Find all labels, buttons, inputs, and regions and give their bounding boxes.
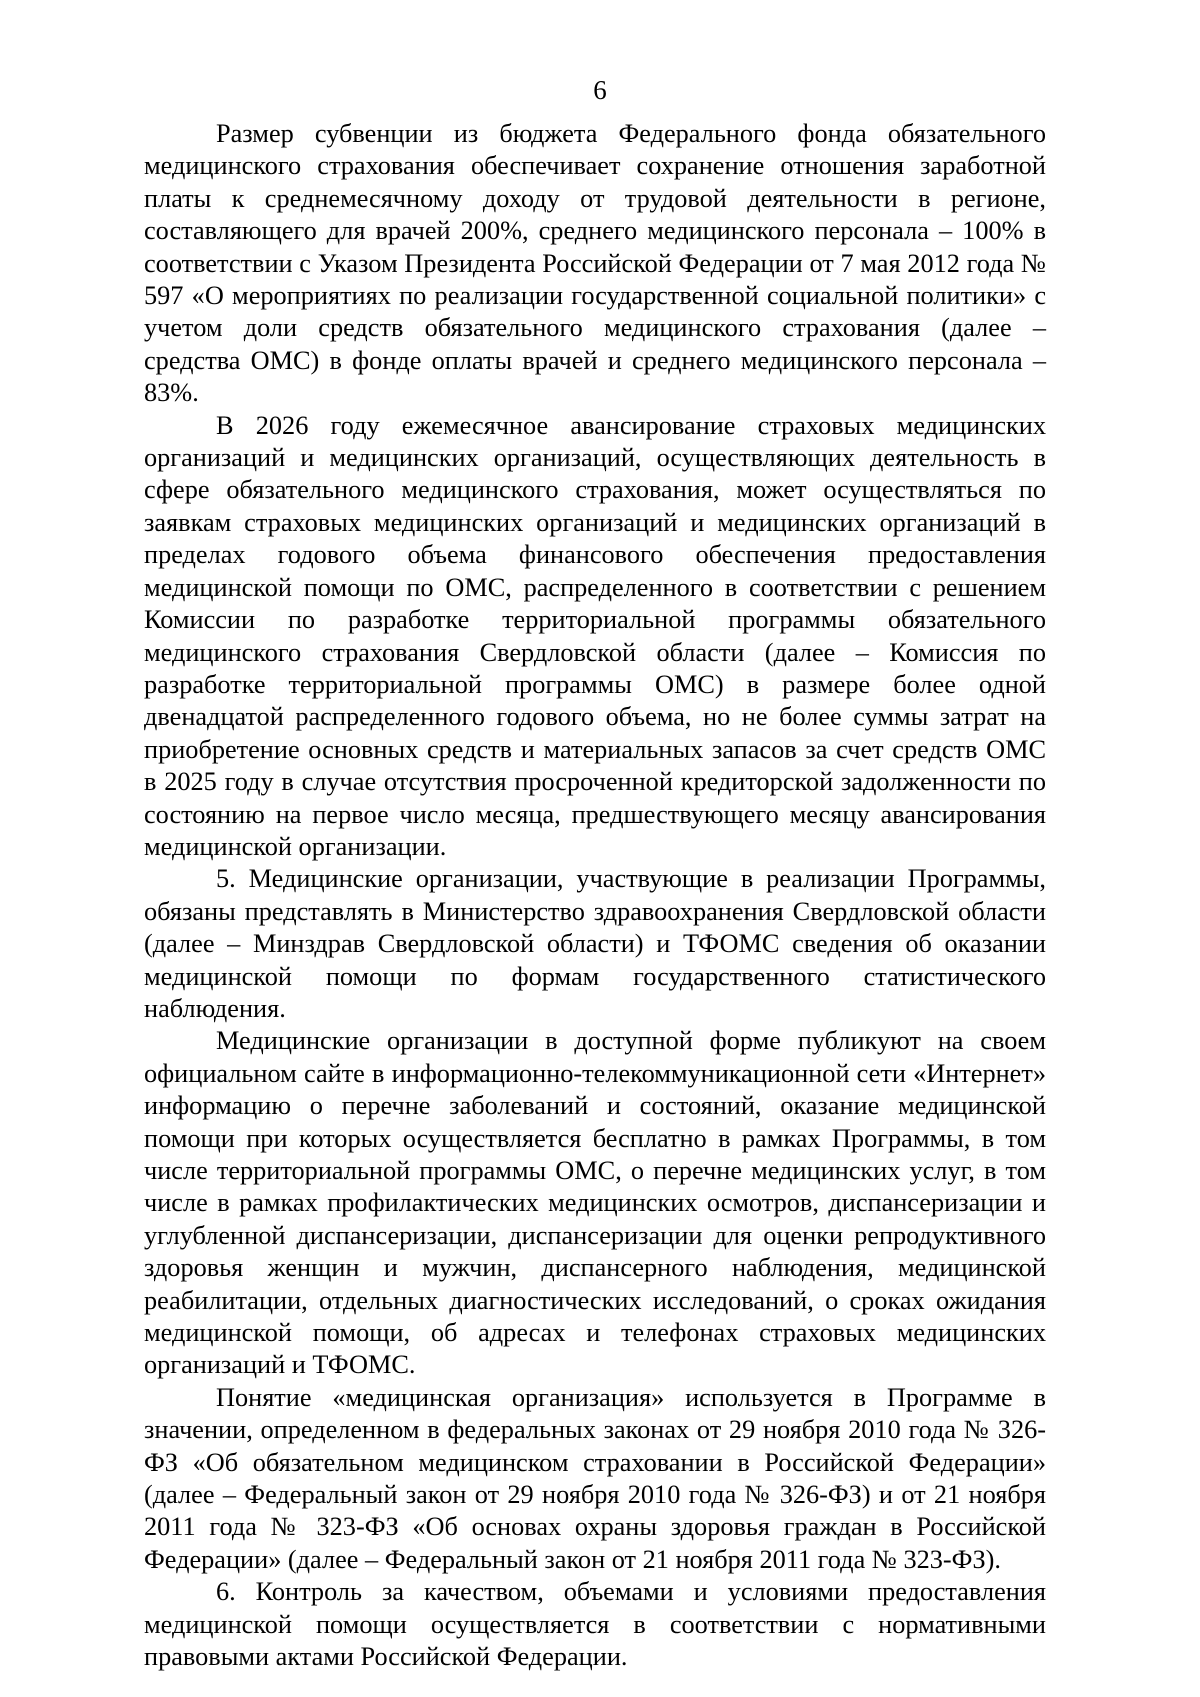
paragraph-subvention-size: Размер субвенции из бюджета Федерального фонда обязательного медицинского страхования обеспечивает сохранение отношения заработной платы к среднемесячному доходу от трудовой деятельности в регионе, составляющего для врачей 200%, среднего медицинского персонала – 100% в соответствии с Указом Президента Российской Федерации от 7 мая 2012 года № 597 «О мероприятиях по реализации государственной социальной политики» с учетом доли средств обязательного медицинского страхования (далее – средства ОМС) в фонде оплаты врачей и среднего медицинского персонала – 83%. (144, 119, 1046, 408)
document-body (144, 118, 1046, 1674)
paragraph-website-publication: Медицинские организации в доступной форме публикуют на своем официальном сайте в информационно-телекоммуникационной сети «Интернет» информацию о перечне заболеваний и состояний, оказание медицинской помощи при которых осуществляется бесплатно в рамках Программы, в том числе территориальной программы ОМС, о перечне медицинских услуг, в том числе в рамках профилактических медицинских осмотров, диспансеризации и углубленной диспансеризации, диспансеризации для оценки репродуктивного здоровья женщин и мужчин, диспансерного наблюдения, медицинской реабилитации, отдельных диагностических исследований, о сроках ожидания медицинской помощи, об адресах и телефонах страховых медицинских организаций и ТФОМС. (144, 1026, 1046, 1380)
paragraph-medical-organization-definition: Понятие «медицинская организация» используется в Программе в значении, определенном в федеральных законах от 29 ноября 2010 года № 326-ФЗ «Об обязательном медицинском страховании в Российской Федерации» (далее – Федеральный закон от 29 ноября 2010 года № 326-ФЗ) и от 21 ноября 2011 года № 323-ФЗ «Об основах охраны здоровья граждан в Российской Федерации» (далее – Федеральный закон от 21 ноября 2011 года № 323-ФЗ). (144, 1382, 1046, 1574)
paragraph-item-6-quality-control: 6. Контроль за качеством, объемами и условиями предоставления медицинской помощи осуществляется в соответствии с нормативными правовыми актами Российской Федерации. (144, 1577, 1046, 1672)
paragraph-advance-payment: В 2026 году ежемесячное авансирование страховых медицинских организаций и медицинских организаций, осуществляющих деятельность в сфере обязательного медицинского страхования, может осуществляться по заявкам страховых медицинских организаций и медицинских организаций в пределах годового объема финансового обеспечения предоставления медицинской помощи по ОМС, распределенного в соответствии с решением Комиссии по разработке территориальной программы обязательного медицинского страхования Свердловской области (далее – Комиссия по разработке территориальной программы ОМС) в размере более одной двенадцатой распределенного годового объема, но не более суммы затрат на приобретение основных средств и материальных запасов за счет средств ОМС в 2025 году в случае отсутствия просроченной кредиторской задолженности по состоянию на первое число месяца, предшествующего месяцу авансирования медицинской организации. (144, 410, 1046, 861)
page-number: 6 (593, 75, 607, 105)
paragraph-item-5-reporting: 5. Медицинские организации, участвующие в реализации Программы, обязаны представлять в Министерство здравоохранения Свердловской области (далее – Минздрав Свердловской области) и ТФОМС сведения об оказании медицинской помощи по формам государственного статистического наблюдения. (144, 864, 1046, 1023)
